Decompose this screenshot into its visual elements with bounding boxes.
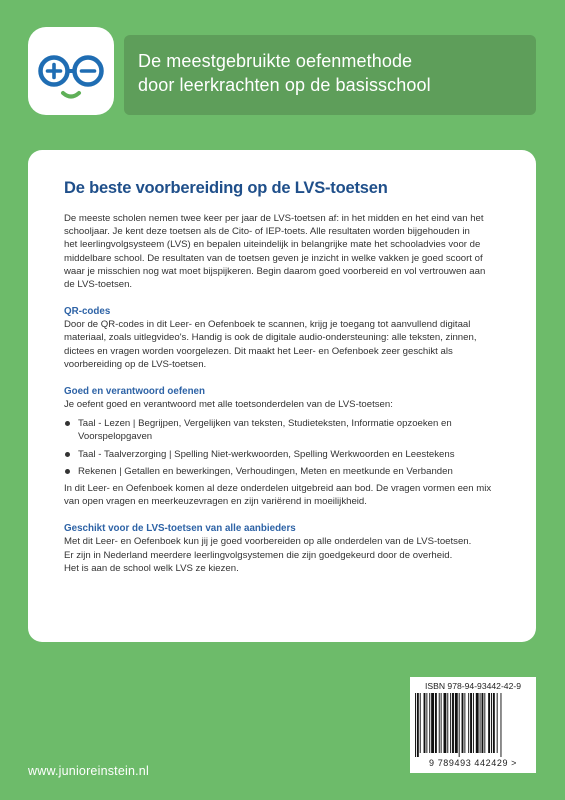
text-line: het leerlingvolgsysteem (LVS) en bepalen uiteindelijk in belangrijke mate het schooladvies voor de [64,239,481,251]
list-item [64,448,506,461]
logo-tile [28,27,114,115]
barcode-bars [413,693,533,757]
bullet-icon [65,452,70,457]
text-line: De meeste scholen nemen twee keer per jaar de LVS-toetsen af: in het midden en het eind van het [64,213,484,224]
isbn-barcode [410,677,536,773]
list-item [64,465,506,478]
text-line: Met dit Leer- en Oefenboek kun jij je goed voorbereiden op alle onderdelen van de LVS-toetsen. [64,536,472,548]
section-title-oefenen: Goed en verantwoord oefenen [64,386,205,398]
tagline-banner [124,35,536,115]
text-line: Voorspelopgaven [78,431,153,443]
intro-paragraph [64,212,506,291]
content-card [28,150,536,642]
bullet-icon [65,421,70,426]
bullet-icon [65,469,70,474]
text-line: schooljaar. Je kent deze toetsen als de Cito- of IEP-toets. Alle resultaten worden bijgehouden in [64,226,470,238]
text-line: de LVS-toetsen. [64,279,133,291]
text-line: materiaal, zoals uitlegvideo's. Handig is ook de digitale audio-ondersteuning: alle teksten, zinnen, [64,332,477,344]
aanbieders-paragraph [64,535,506,575]
text-line: voorbereiding op de LVS-toetsen. [64,358,207,370]
isbn-label: ISBN 978-94-93442-42-9 [424,681,522,691]
website-url[interactable]: www.junioreinstein.nl [28,764,149,778]
text-line: Rekenen | Getallen en bewerkingen, Verhoudingen, Meten en meetkunde en Verbanden [78,465,453,477]
section-title-qr-codes: QR-codes [64,306,111,318]
text-line: middelbare school. De resultaten van de toetsen geven je inzicht in welke vakken je goed scoort of [64,252,483,264]
text-line: Taal - Taalverzorging | Spelling Niet-werkwoorden, Spelling Werkwoorden en Leestekens [78,448,455,460]
text-line: Het is aan de school welk LVS ze kiezen. [64,562,239,574]
text-line: Er zijn in Nederland meerdere leerlingvolgsystemen die zijn goedgekeurd door de overheid. [64,549,453,561]
text-line: dictees en vragen worden voorgelezen. Dit maakt het Leer- en Oefenboek zeer geschikt als [64,345,453,357]
oefenen-intro: Je oefent goed en verantwoord met alle toetsonderdelen van de LVS-toetsen: [64,399,393,411]
barcode-digits: 9 789493 442429 > [428,758,518,768]
text-line: van open vragen en meerkeuzevragen en zijn variërend in moeilijkheid. [64,496,367,508]
toets-onderdelen-list [64,417,506,478]
section-title-aanbieders: Geschikt voor de LVS-toetsen van alle aanbieders [64,523,296,535]
text-line: Door de QR-codes in dit Leer- en Oefenboek te scannen, krijg je toegang tot aanvullend digitaal [64,319,471,331]
text-line: waar je misschien nog wat moet bijspijkeren. Begin daarom goed voorbereid en vol vertrouwen aan [64,265,486,277]
list-item [64,417,506,443]
tagline-line-2: door leerkrachten op de basisschool [138,75,431,95]
card-title: De beste voorbereiding op de LVS-toetsen [64,179,388,197]
text-line: Taal - Lezen | Begrijpen, Vergelijken van teksten, Studieteksten, Informatie opzoeken en [78,418,452,430]
text-line: In dit Leer- en Oefenboek komen al deze onderdelen uitgebreid aan bod. De vragen vormen een mix [64,483,492,495]
tagline-line-1: De meestgebruikte oefenmethode [138,51,413,71]
oefenen-closing-paragraph [64,482,506,508]
plus-minus-glasses-icon [28,27,114,115]
qr-codes-paragraph [64,318,506,371]
